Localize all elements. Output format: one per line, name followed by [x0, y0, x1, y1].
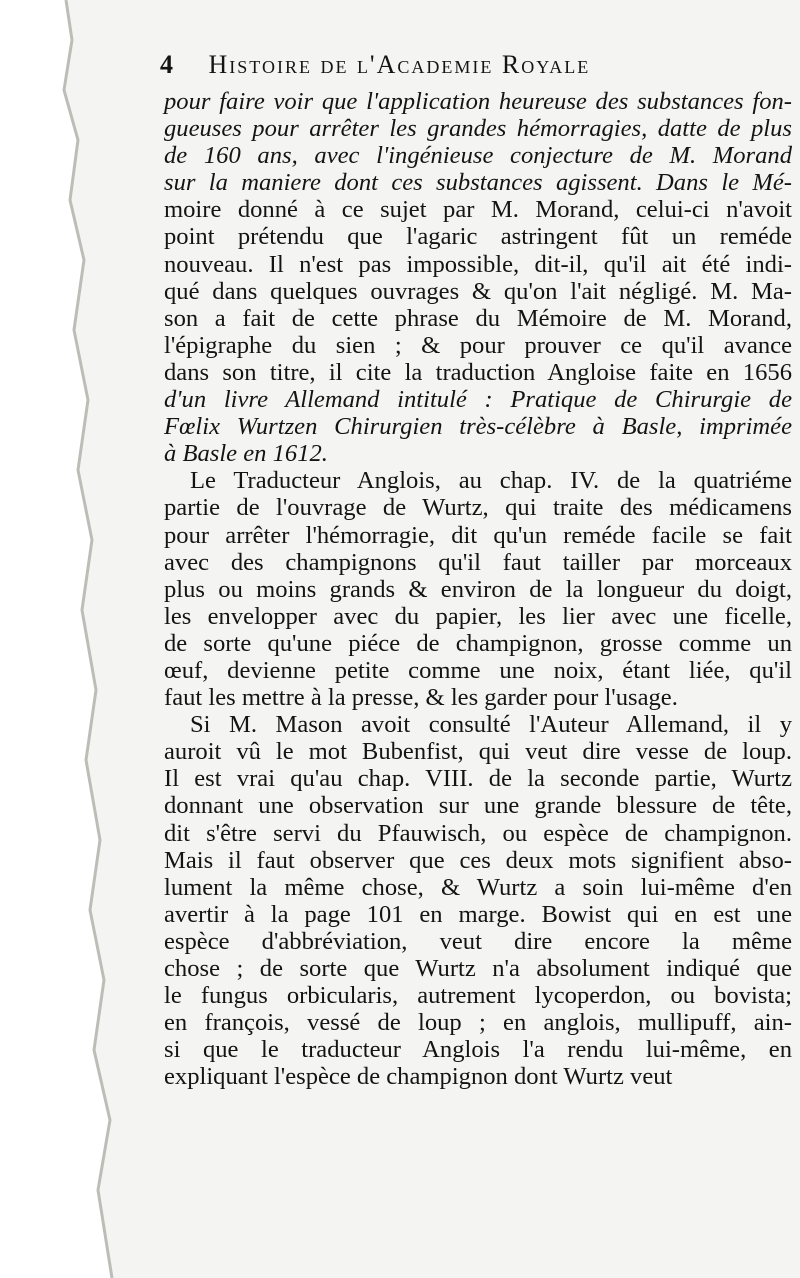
text-line: œuf, devienne petite comme une noix, étant liée, qu'il — [164, 656, 792, 684]
text-line: Il est vrai qu'au chap. VIII. de la seconde partie, Wurtz — [164, 765, 792, 793]
text-line: de 160 ans, avec l'ingénieuse conjecture de M. Morand — [164, 142, 792, 170]
text-line: à Basle en 1612. — [164, 440, 328, 468]
paragraph — [164, 467, 792, 711]
text-line: pour faire voir que l'application heureuse des substances fon- — [164, 88, 792, 115]
text-line: en françois, vessé de loup ; en anglois, mullipuff, ain- — [164, 1009, 792, 1037]
text-line: si que le traducteur Anglois l'a rendu lui-même, en — [164, 1036, 792, 1064]
paragraph — [164, 711, 792, 1090]
text-line: qué dans quelques ouvrages & qu'on l'ait négligé. M. Ma- — [164, 277, 792, 305]
running-title: Histoire de l'Academie Royale — [208, 50, 591, 79]
page-body — [164, 88, 792, 1090]
text-line: de sorte qu'une piéce de champignon, grosse comme un — [164, 629, 792, 657]
text-line: les envelopper avec du papier, les lier avec une ficelle, — [164, 602, 792, 630]
text-line: Si M. Mason avoit consulté l'Auteur Allemand, il y — [190, 711, 792, 739]
text-line: plus ou moins grands & environ de la longueur du doigt, — [164, 575, 792, 603]
text-line: lument la même chose, & Wurtz a soin lui-même d'en — [164, 873, 792, 901]
text-line: pour arrêter l'hémorragie, dit qu'un reméde facile se fait — [164, 521, 792, 549]
text-line: point prétendu que l'agaric astringent fût un reméde — [164, 223, 792, 251]
text-line: auroit vû le mot Bubenfist, qui veut dire vesse de loup. — [164, 738, 792, 766]
page-number: 4 — [160, 50, 175, 79]
text-line: avec des champignons qu'il faut tailler par morceaux — [164, 548, 792, 576]
text-line: l'épigraphe du sien ; & pour prouver ce qu'il avance — [164, 331, 792, 359]
text-line: gueuses pour arrêter les grandes hémorragies, datte de plus — [164, 115, 792, 143]
text-line: Le Traducteur Anglois, au chap. IV. de la quatriéme — [190, 467, 792, 495]
text-line: dans son titre, il cite la traduction Angloise faite en 1656 — [164, 358, 792, 386]
text-line: nouveau. Il n'est pas impossible, dit-il, qu'il ait été indi- — [164, 250, 792, 278]
text-line: son a fait de cette phrase du Mémoire de M. Morand, — [164, 304, 792, 332]
text-line: donnant une observation sur une grande blessure de tête, — [164, 792, 792, 820]
text-line: d'un livre Allemand intitulé : Pratique de Chirurgie de — [164, 386, 792, 414]
text-line: expliquant l'espèce de champignon dont Wurtz veut — [164, 1063, 673, 1091]
text-line: sur la maniere dont ces substances agissent. Dans le Mé- — [164, 169, 792, 197]
text-line: partie de l'ouvrage de Wurtz, qui traite des médicamens — [164, 494, 792, 522]
text-line: Fœlix Wurtzen Chirurgien très-célèbre à Basle, imprimée — [164, 413, 792, 441]
text-line: dit s'être servi du Pfauwisch, ou espèce de champignon. — [164, 819, 792, 847]
paragraph — [164, 88, 792, 467]
book-page — [150, 30, 800, 1278]
text-line: le fungus orbicularis, autrement lycoperdon, ou bovista; — [164, 982, 792, 1010]
text-line: espèce d'abbréviation, veut dire encore la même — [164, 927, 792, 955]
text-line: Mais il faut observer que ces deux mots signifient abso- — [164, 846, 792, 874]
text-line: avertir à la page 101 en marge. Bowist qui en est une — [164, 900, 792, 928]
torn-page-edge — [0, 0, 160, 1278]
text-line: faut les mettre à la presse, & les garder pour l'usage. — [164, 684, 678, 712]
text-line: moire donné à ce sujet par M. Morand, celui-ci n'avoit — [164, 196, 792, 224]
text-line: chose ; de sorte que Wurtz n'a absolument indiqué que — [164, 955, 792, 982]
